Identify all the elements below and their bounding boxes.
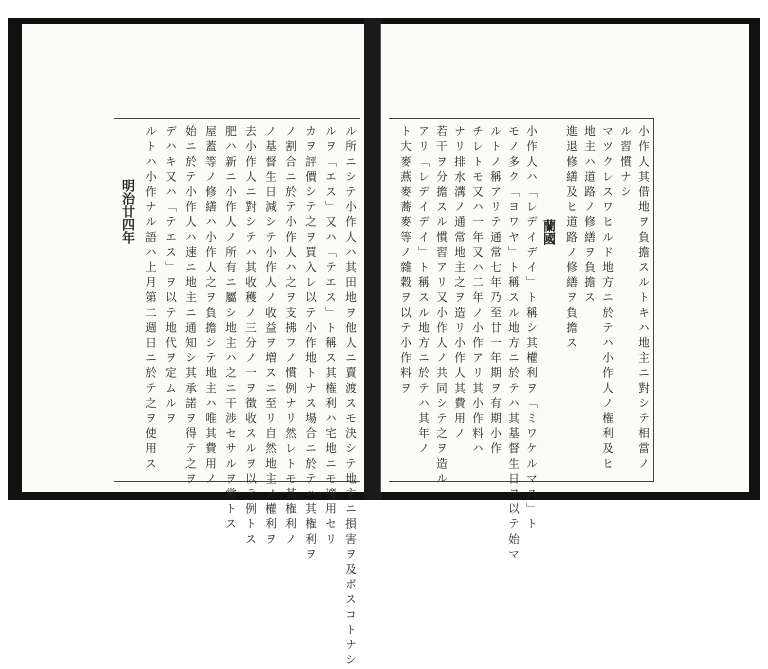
text-column: ト大麥燕麥蕎麥等ノ雜穀ヲ以テ小作料ヲ <box>399 125 413 397</box>
text-column: 地主ハ道路ノ修繕ヲ負擔ス <box>583 125 597 307</box>
text-column: ノ基督生日減シテ小作人ノ收益ヲ増スニ至リ自然地主ノ權利ヲ <box>264 125 278 548</box>
text-column: 小作人ハ「レデイデイ」ト稱シ其權利ヲ「ミワケルマス」ト <box>525 125 539 533</box>
text-column: 進退修繕及ヒ道路ノ修繕ヲ負擔ス <box>565 125 579 352</box>
book-spread <box>8 18 760 669</box>
text-column: ルヲ「エス」又ハ「テエス」ト稱ス其権利ハ宅地ニモ適用セリ <box>324 125 338 548</box>
text-column: ルトノ稱アリテ通常七年乃至廿一年期ヲ有期小作 <box>489 125 503 458</box>
left-ruled-area <box>114 118 360 669</box>
text-column: アリ「レデイデイ」ト稱スル地方ニ於テハ其年ノ <box>417 125 431 458</box>
text-column: ル習慣ナシ <box>619 125 633 201</box>
text-column: デハキ又ハ「テエス」ヲ以テ地代ヲ定ムルヲ <box>164 125 178 427</box>
right-page <box>380 24 749 563</box>
text-column: ノ割合ニ於テ小作人ハ之ヲ支拂フノ慣例ナリ然レトモ其権利ノ <box>284 125 298 548</box>
text-column: ルトハ小作ナル語ハ上月第二週日ニ於テ之ヲ使用ス <box>144 125 158 473</box>
text-column: ル所ニシテ小作人ハ其田地ヲ他人ニ賣渡スモ決シテ地主ニ損害ヲ及ボスコトナシ <box>344 125 358 669</box>
left-page <box>22 24 367 669</box>
text-column: カヲ評價シテ之ヲ買入レ以テ小作地トナス場合ニ於テハ其権利ヲ <box>304 125 318 563</box>
text-column: 去小作人ニ對シテハ其收穫ノ三分ノ一ヲ徴收スルヲ以テ例トス <box>244 125 258 548</box>
right-ruled-area <box>389 118 654 563</box>
text-column: モノ多ク「ヨワヤ」ト稱スル地方ニ於テハ其基督生日ヲ以テ始マ <box>507 125 521 563</box>
text-column: チレトモ又ハ一年又ハ二年ノ小作アリ其小作料ハ <box>471 125 485 458</box>
text-column: マツクレスワヒルド地方ニ於テハ小作人ノ権利及ヒ <box>601 125 615 473</box>
text-column: 始ニ於テ小作人ハ速ニ地主ニ通知シ其承諾ヲ得テ之ヲ <box>184 125 198 488</box>
text-column: 肥ハ新ニ小作人ノ所有ニ屬シ地主ハ之ニ干渉セサルヲ常トス <box>224 125 238 533</box>
text-column: 若干ヲ分擔スル慣習アリ又小作人ノ共同シテ之ヲ造ル <box>435 125 449 488</box>
section-heading: 蘭國 <box>540 219 555 245</box>
signature-mark: 明治廿四年 <box>119 179 134 244</box>
text-column: 小作人其借地ヲ負擔スルトキハ地主ニ對シテ相當ノ <box>637 125 651 473</box>
text-column: 屋蓋等ノ修繕ハ小作人之ヲ負擔シテ地主ハ唯其費用ノ <box>204 125 218 488</box>
text-column: ナリ排水溝ノ通常地主之ヲ造リ小作人其費用ノ <box>453 125 467 443</box>
